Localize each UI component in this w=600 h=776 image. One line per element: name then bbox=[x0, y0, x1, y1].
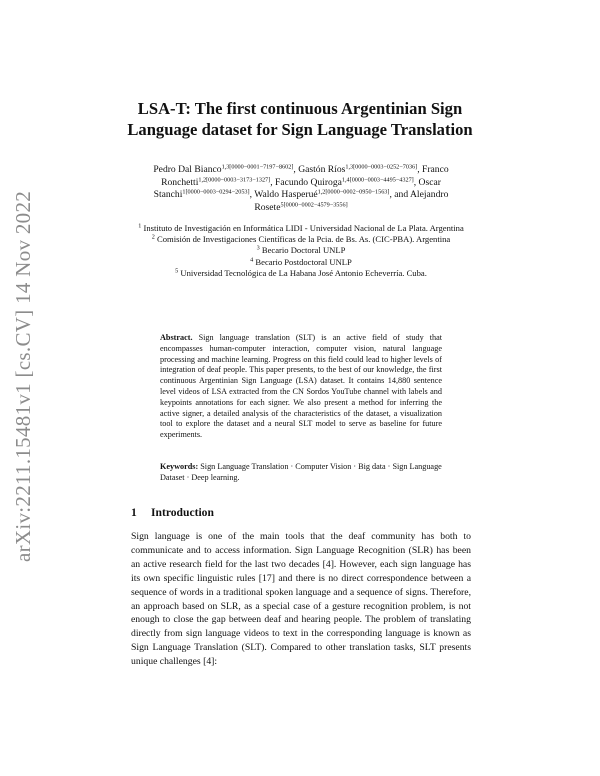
author-affiliation-orcid: 1,2[0000−0003−3173−1327] bbox=[198, 176, 271, 183]
author-name: Franco Ronchetti bbox=[161, 164, 449, 188]
author-separator: , bbox=[417, 164, 422, 175]
author-affiliation-orcid: 1,2[0000−0002−0950−1563] bbox=[317, 188, 390, 196]
affiliation-item bbox=[118, 268, 484, 279]
author-list bbox=[118, 164, 484, 214]
author-separator: , bbox=[249, 189, 255, 200]
author-separator: , and bbox=[389, 189, 410, 200]
arxiv-identifier-stamp bbox=[4, 190, 44, 562]
author-affiliation-orcid: 1[0000−0003−0294−2053] bbox=[182, 188, 250, 196]
keywords bbox=[160, 462, 442, 484]
section-heading-introduction bbox=[131, 506, 471, 519]
author-name: Alejandro Rosete bbox=[254, 189, 449, 213]
author-affiliation-orcid: 1,4[0000−0003−4495−4327] bbox=[341, 176, 414, 183]
affiliation-item bbox=[118, 257, 484, 268]
paper-title: LSA-T: The first continuous Argentinian Sign Language dataset for Sign Language Translation bbox=[127, 99, 473, 139]
affiliation-text: Comisión de Investigaciones Científicas de la Pcia. de Bs. As. (CIC-PBA). Argentina bbox=[157, 234, 451, 245]
author-affiliation-orcid: 1,3[0000−0003−0252−7036] bbox=[345, 163, 418, 171]
author-separator: , bbox=[270, 176, 276, 188]
author-name: Gastón Ríos bbox=[298, 164, 346, 175]
keywords-text: Sign Language Translation · Computer Vision · Big data · Sign Language Dataset · Deep learning. bbox=[160, 462, 442, 482]
affiliation-item bbox=[118, 223, 484, 234]
affiliation-number: 4 bbox=[250, 256, 254, 264]
keywords-label: Keywords: bbox=[160, 462, 199, 471]
introduction-paragraph: Sign language is one of the main tools that the deaf community has both to communicate and to access information. Sign Language Recognition (SLR) has been an active research field for the last two decades [4]. However, each sign language has its own specific linguistic rules [17] and there is no direct correspondence between a sequence of words in a traditional spoken language and a sequence of signs. Therefore, an approach based on SLR, as a special case of a gesture recognition problem, is not enough to close the gap between deaf and hearing people. The problem of translating directly from sign language videos to text in the corresponding language is known as Sign Language Translation (SLT). Compared to other translation tasks, SLT presents unique challenges [4]: bbox=[131, 531, 471, 668]
author-name: Facundo Quiroga bbox=[275, 176, 342, 188]
section-number: 1 bbox=[131, 506, 137, 519]
author-separator: , bbox=[293, 164, 299, 175]
author-affiliation-orcid: 5[0000−0002−4579−3556] bbox=[280, 201, 348, 208]
abstract-label: Abstract. bbox=[160, 333, 193, 342]
affiliation-item bbox=[118, 245, 484, 256]
affiliation-number: 2 bbox=[151, 233, 155, 241]
affiliation-number: 5 bbox=[175, 267, 179, 275]
author-name: Waldo Hasperué bbox=[254, 189, 318, 200]
affiliation-text: Universidad Tecnológica de La Habana José Antonio Echeverría. Cuba. bbox=[180, 267, 427, 278]
affiliation-list bbox=[118, 223, 484, 279]
section-title: Introduction bbox=[151, 506, 214, 519]
affiliation-number: 1 bbox=[138, 222, 142, 230]
affiliation-text: Becario Doctoral UNLP bbox=[261, 245, 346, 256]
abstract bbox=[160, 333, 442, 441]
affiliation-text: Becario Postdoctoral UNLP bbox=[255, 256, 352, 267]
author-name: Oscar Stanchi bbox=[153, 176, 441, 200]
author-separator: , bbox=[413, 176, 419, 188]
affiliation-item bbox=[118, 234, 484, 245]
author-name: Pedro Dal Bianco bbox=[153, 164, 222, 175]
arxiv-identifier-text: arXiv:2211.15481v1 [cs.CV] 14 Nov 2022 bbox=[11, 190, 36, 562]
author-affiliation-orcid: 1,3[0000−0001−7197−8602] bbox=[221, 163, 294, 171]
affiliation-text: Instituto de Investigación en Informática LIDI - Universidad Nacional de La Plata. Argentina bbox=[143, 223, 464, 233]
abstract-text: Sign language translation (SLT) is an active field of study that encompasses human-computer interaction, computer vision, natural language processing and machine learning. Progress on this field could lead to higher levels of integration of deaf people. This paper presents, to the best of our knowledge, the first continuous Argentinian Sign Language (LSA) dataset. It contains 14,880 sentence level videos of LSA extracted from the CN Sordos YouTube channel with labels and keypoints annotations for each signer. We also present a method for inferring the active signer, a detailed analysis of the characteristics of the dataset, a visualization tool to explore the dataset and a neural SLT model to serve as baseline for future experiments. bbox=[160, 333, 442, 440]
affiliation-number: 3 bbox=[256, 244, 260, 252]
